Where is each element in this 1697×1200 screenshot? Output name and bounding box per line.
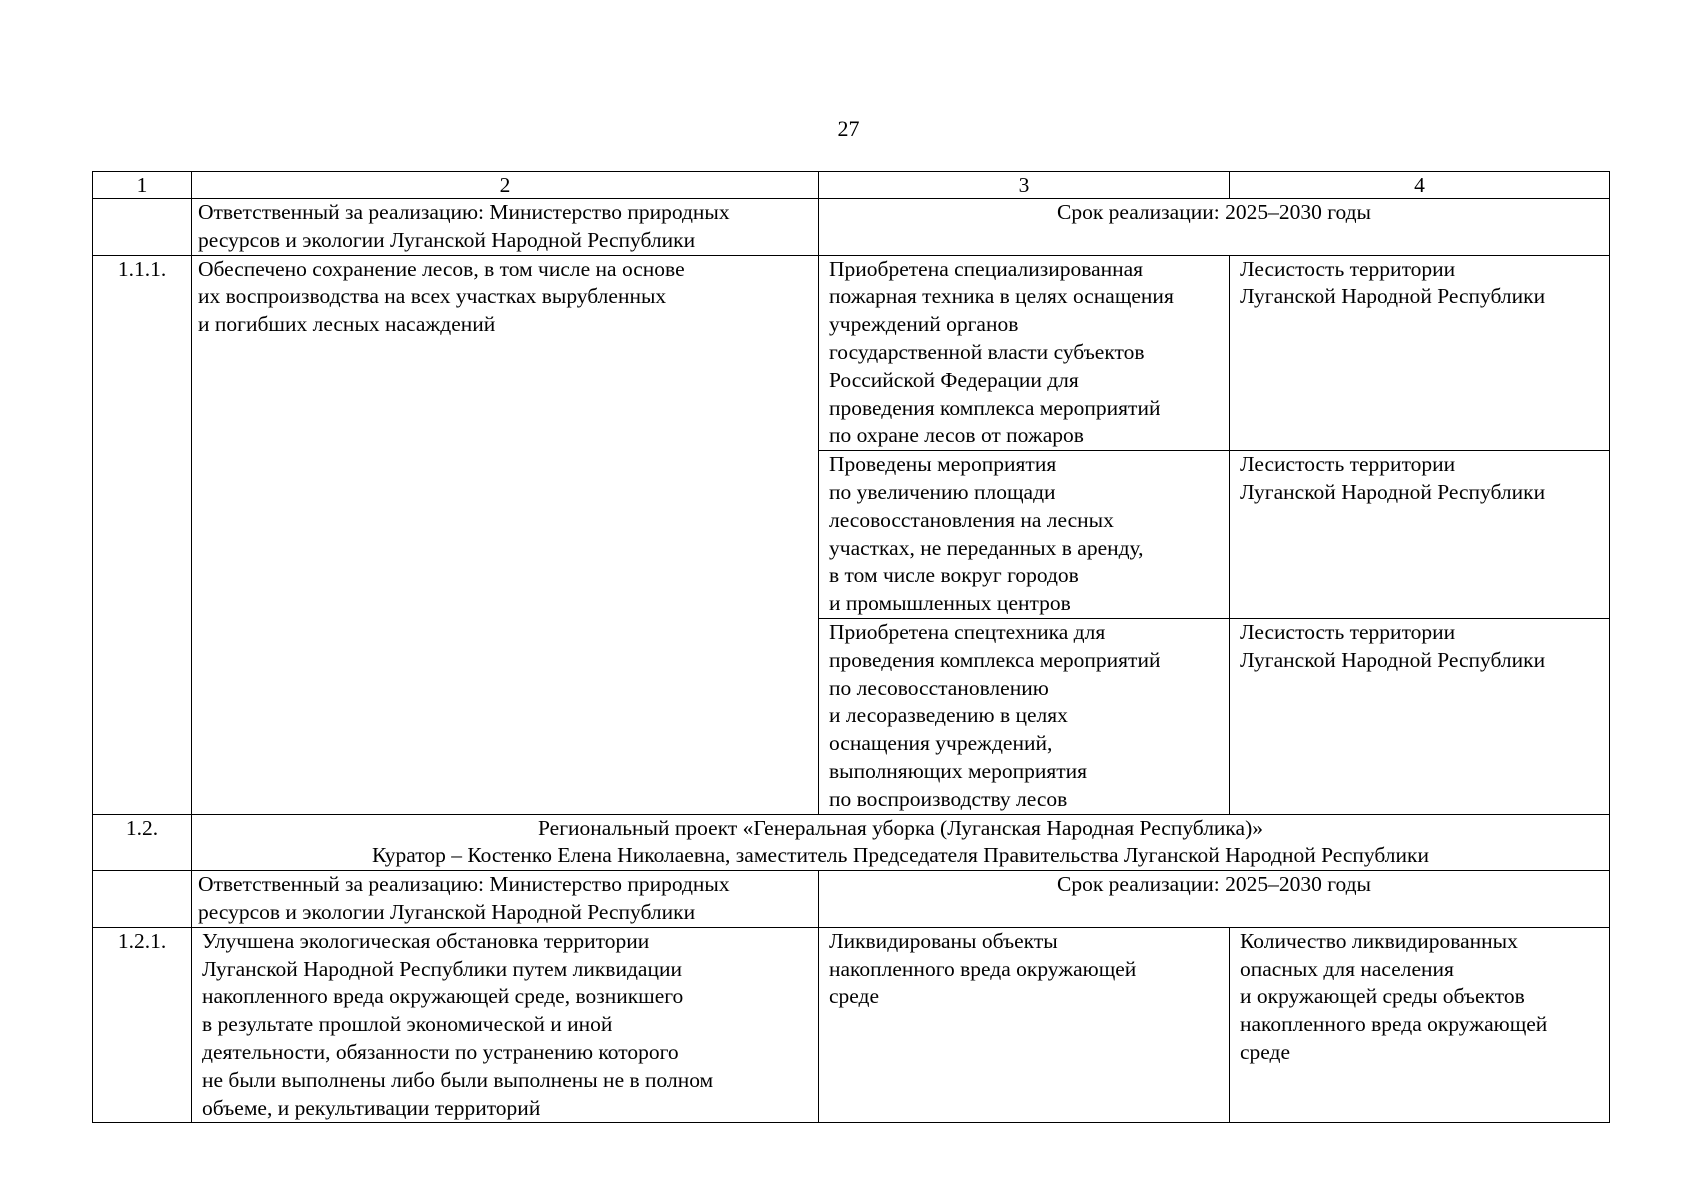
indicator-cell: Лесистость территории Луганской Народной Республики [1230, 451, 1610, 619]
table-row-1-2-1 [93, 927, 1610, 1123]
empty-cell [93, 199, 192, 256]
page-number: 27 [837, 116, 860, 141]
responsible-cell: Ответственный за реализацию: Министерство природных ресурсов и экологии Луганской Народной Республики [192, 199, 819, 256]
table-row-1-1-1 [93, 255, 1610, 451]
responsible-row-1 [93, 199, 1610, 256]
project-cell [192, 814, 1610, 871]
empty-cell [93, 871, 192, 928]
row-number: 1.1.1. [93, 255, 192, 814]
column-number-4: 4 [1230, 172, 1610, 199]
indicator-cell: Лесистость территории Луганской Народной Республики [1230, 618, 1610, 814]
row-number: 1.2.1. [93, 927, 192, 1123]
project-row-1-2 [93, 814, 1610, 871]
project-title: Региональный проект «Генеральная уборка (Луганская Народная Республика)» [537, 815, 1264, 840]
responsible-cell: Ответственный за реализацию: Министерство природных ресурсов и экологии Луганской Народной Республики [192, 871, 819, 928]
table-header-row [93, 172, 1610, 199]
result-cell: Проведены мероприятия по увеличению площади лесовосстановления на лесных участках, не переданных в аренду, в том числе вокруг городов и промышленных центров [819, 451, 1230, 619]
result-cell: Приобретена специализированная пожарная техника в целях оснащения учреждений органов государственной власти субъектов Российской Федерации для проведения комплекса мероприятий по охране лесов от пожаров [819, 255, 1230, 451]
task-cell: Обеспечено сохранение лесов, в том числе на основе их воспроизводства на всех участках вырубленных и погибших лесных насаждений [192, 255, 819, 814]
column-number-2: 2 [192, 172, 819, 199]
term-cell: Срок реализации: 2025–2030 годы [819, 871, 1610, 928]
result-cell: Ликвидированы объекты накопленного вреда окружающей среде [819, 927, 1230, 1123]
column-number-3: 3 [819, 172, 1230, 199]
column-number-1: 1 [93, 172, 192, 199]
indicator-cell: Количество ликвидированных опасных для населения и окружающей среды объектов накопленного вреда окружающей среде [1230, 927, 1610, 1123]
result-cell: Приобретена спецтехника для проведения комплекса мероприятий по лесовосстановлению и лесоразведению в целях оснащения учреждений, выполняющих мероприятия по воспроизводству лесов [819, 618, 1230, 814]
row-number: 1.2. [93, 814, 192, 871]
task-cell: Улучшена экологическая обстановка территории Луганской Народной Республики путем ликвидации накопленного вреда окружающей среде, возникшего в результате прошлой экономической и иной деятельности, обязанности по устранению которого не были выполнены либо были выполнены не в полном объеме, и рекультивации территорий [192, 927, 819, 1123]
responsible-row-2 [93, 871, 1610, 928]
project-curator: Куратор – Костенко Елена Николаевна, заместитель Председателя Правительства Луганской Народной Республики [372, 843, 1429, 868]
term-cell: Срок реализации: 2025–2030 годы [819, 199, 1610, 256]
indicator-cell: Лесистость территории Луганской Народной Республики [1230, 255, 1610, 451]
plan-table [92, 171, 1610, 1123]
